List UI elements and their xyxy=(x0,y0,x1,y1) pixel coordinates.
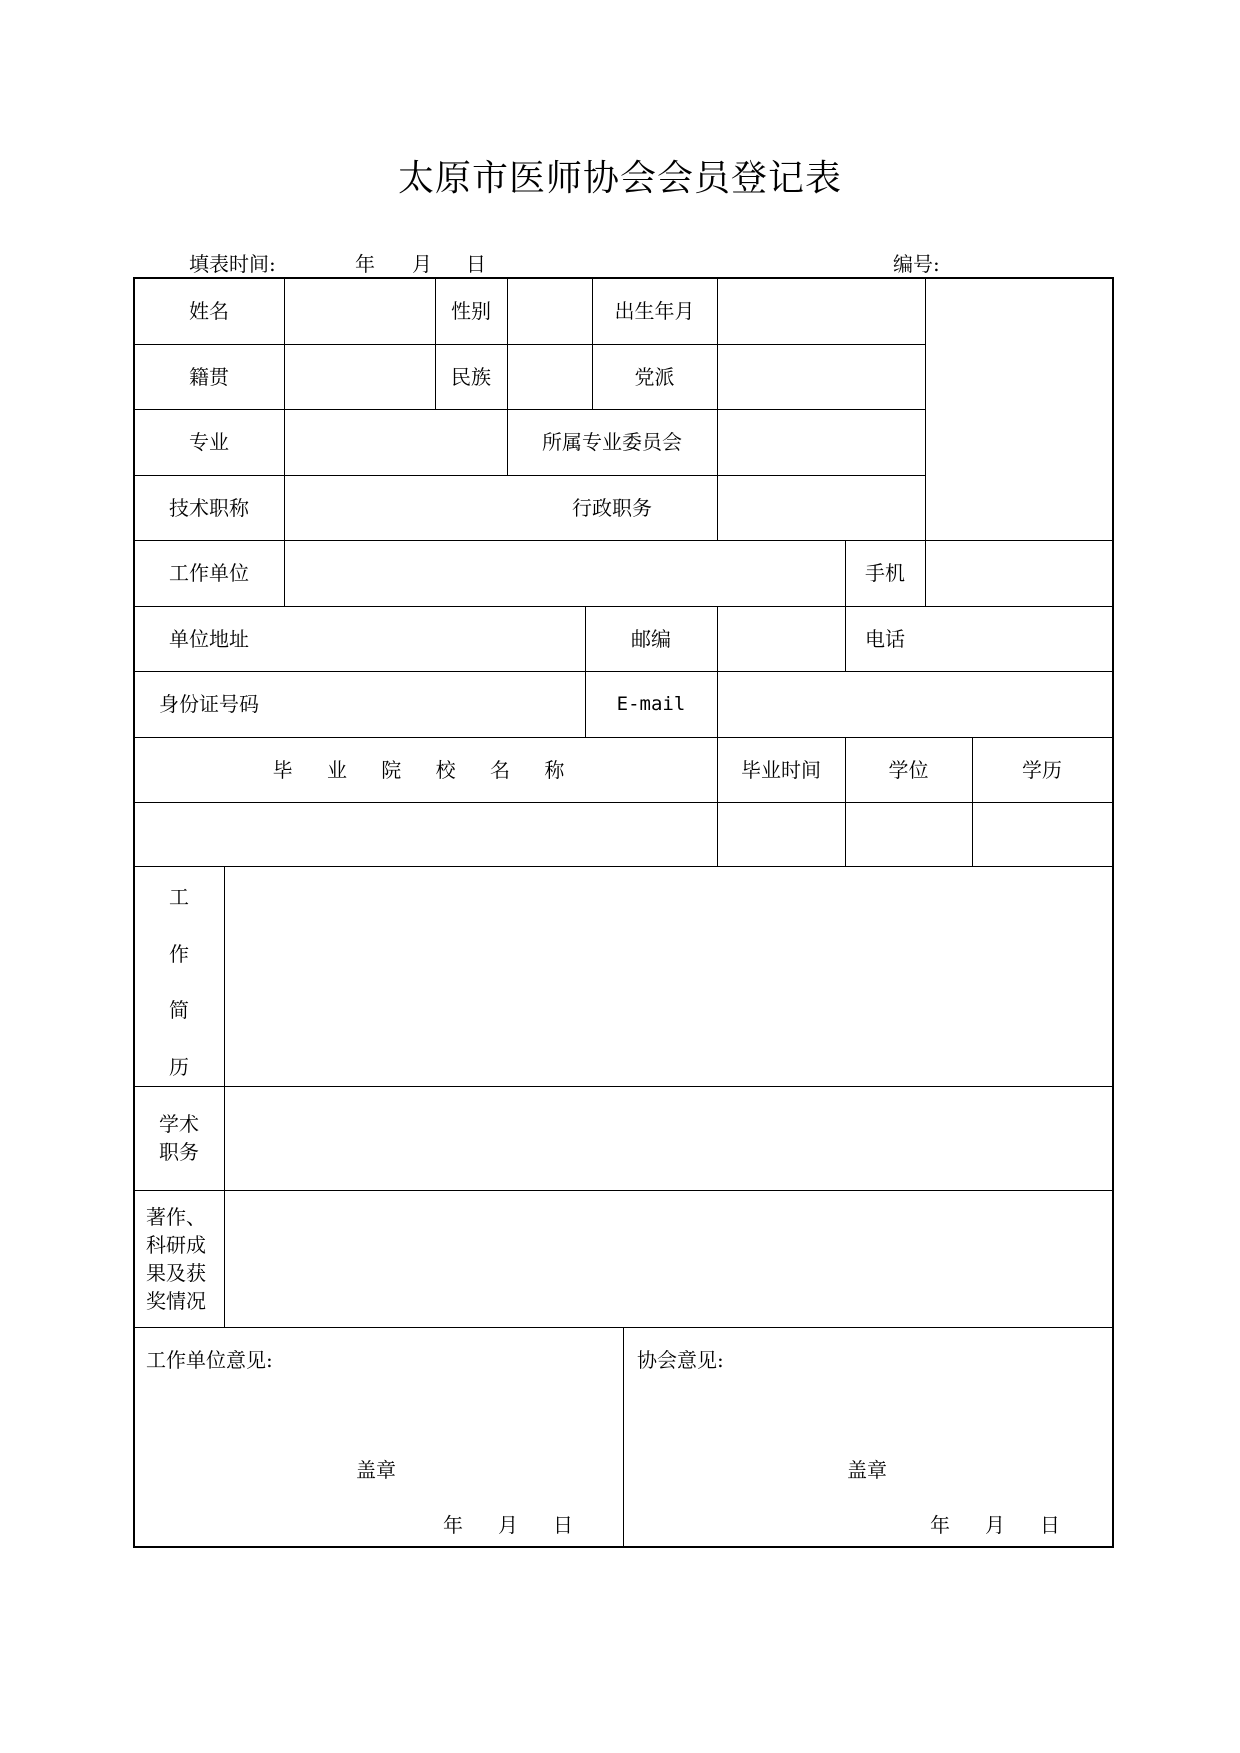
association-opinion-month: 月 xyxy=(985,1513,1005,1537)
label-degree: 学位 xyxy=(888,757,929,782)
label-postcode: 邮编 xyxy=(631,626,671,651)
unit-opinion-day: 日 xyxy=(553,1513,573,1537)
works-line: 奖情况 xyxy=(146,1288,206,1313)
works-line: 科研成 xyxy=(146,1232,206,1257)
label-workplace: 工作单位 xyxy=(169,561,249,585)
label-specialty: 专业 xyxy=(189,430,229,454)
works-line: 果及获 xyxy=(146,1260,206,1285)
label-name: 姓名 xyxy=(189,299,229,323)
academic-post-line: 职务 xyxy=(159,1140,199,1164)
label-phone: 电话 xyxy=(865,626,905,651)
label-address: 单位地址 xyxy=(169,626,249,651)
label-committee: 所属专业委员会 xyxy=(542,430,682,454)
header-day: 日 xyxy=(466,252,486,276)
label-admin-post: 行政职务 xyxy=(572,495,652,520)
label-birth: 出生年月 xyxy=(614,299,695,323)
association-seal-label: 盖章 xyxy=(847,1458,887,1482)
label-work-history xyxy=(134,876,224,1088)
label-native-place: 籍贯 xyxy=(189,364,229,389)
association-opinion-year: 年 xyxy=(930,1513,950,1537)
unit-seal-label: 盖章 xyxy=(356,1458,396,1482)
header-month: 月 xyxy=(412,252,432,276)
work-history-char: 工 xyxy=(169,885,189,909)
fill-time-label: 填表时间: xyxy=(189,252,276,276)
work-history-char: 历 xyxy=(169,1054,189,1079)
label-party: 党派 xyxy=(634,364,675,389)
association-opinion-day: 日 xyxy=(1040,1513,1060,1537)
label-ethnicity: 民族 xyxy=(451,364,491,389)
association-opinion-label: 协会意见: xyxy=(637,1348,724,1372)
unit-opinion-month: 月 xyxy=(498,1513,518,1537)
label-works-awards xyxy=(134,1190,224,1327)
works-line: 著作、 xyxy=(146,1204,206,1229)
header-year: 年 xyxy=(355,252,375,276)
label-email: E-mail xyxy=(616,692,686,715)
label-grad-time: 毕业时间 xyxy=(741,757,821,782)
label-id-number: 身份证号码 xyxy=(159,692,259,716)
label-school: 毕 业 院 校 名 称 xyxy=(272,757,579,782)
label-education: 学历 xyxy=(1022,757,1062,782)
academic-post-line: 学术 xyxy=(159,1112,199,1136)
label-academic-post xyxy=(134,1086,224,1190)
number-label: 编号: xyxy=(893,252,940,276)
label-gender: 性别 xyxy=(451,299,491,323)
label-title: 技术职称 xyxy=(169,495,249,520)
unit-opinion-year: 年 xyxy=(443,1513,463,1537)
unit-opinion-label: 工作单位意见: xyxy=(146,1348,273,1372)
work-history-char: 作 xyxy=(169,941,189,966)
page-title: 太原市医师协会会员登记表 xyxy=(397,158,842,199)
label-mobile: 手机 xyxy=(865,561,905,585)
work-history-char: 简 xyxy=(169,998,189,1023)
